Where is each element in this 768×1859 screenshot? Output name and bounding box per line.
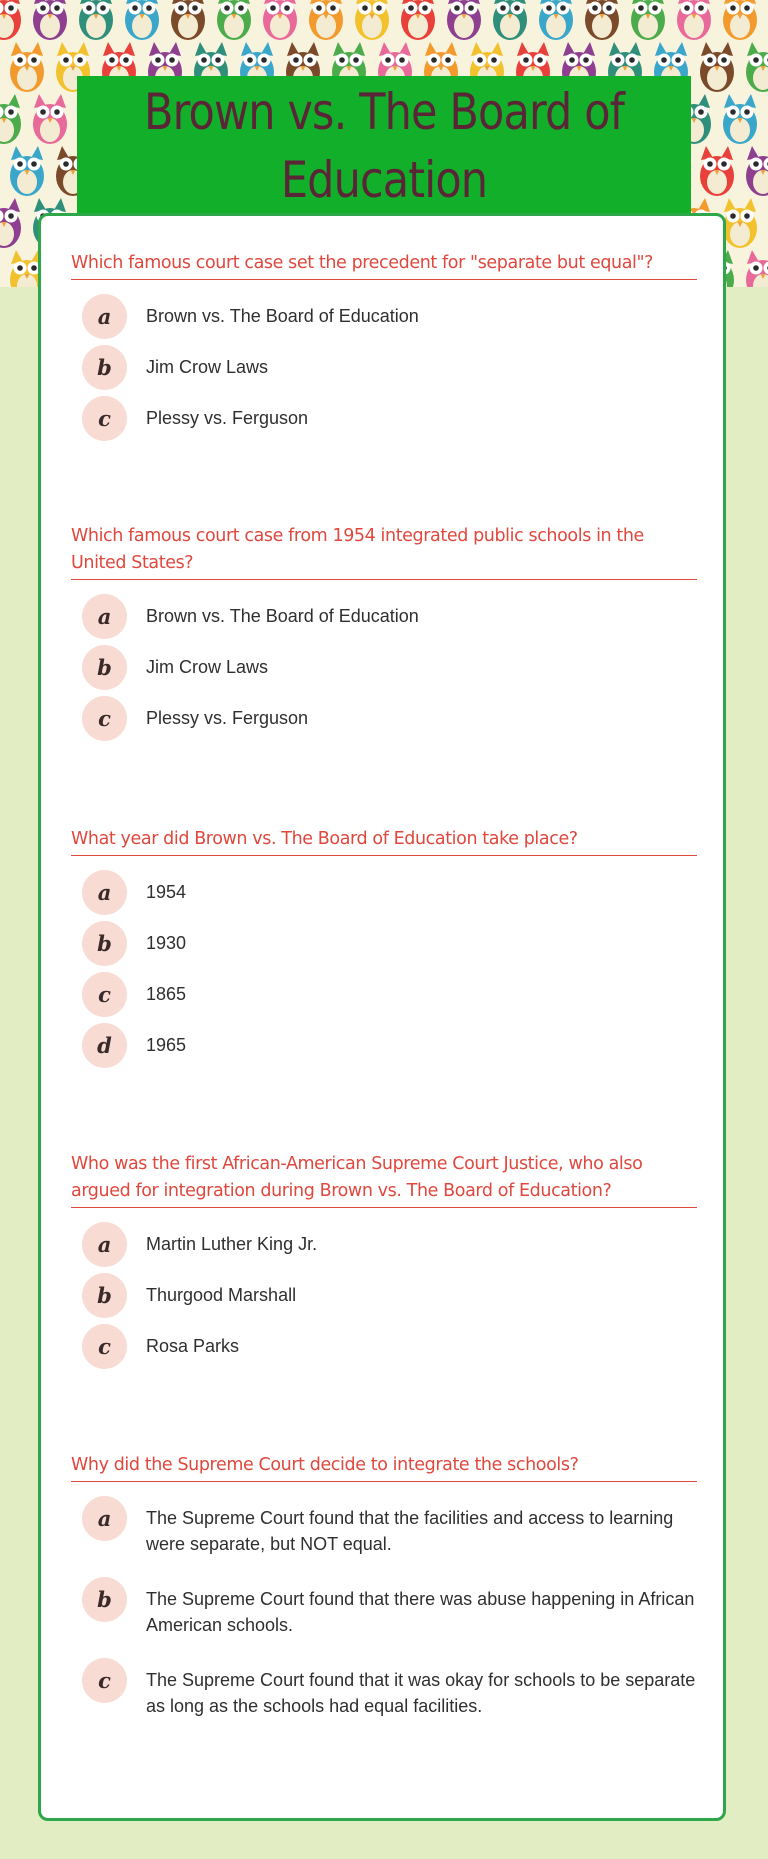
answer-text[interactable]: Martin Luther King Jr.: [146, 1234, 318, 1254]
answer-option[interactable]: [71, 396, 697, 441]
answer-option[interactable]: [71, 594, 697, 639]
answer-options: [71, 594, 697, 741]
answer-letter-badge[interactable]: a: [82, 594, 127, 639]
answer-text[interactable]: The Supreme Court found that the facilities and access to learning were separate, but NOT equal.: [146, 1508, 674, 1554]
answer-text[interactable]: Brown vs. The Board of Education: [146, 306, 419, 326]
answer-option[interactable]: [71, 921, 697, 966]
question-5: [71, 1452, 697, 1739]
answer-text[interactable]: The Supreme Court found that it was okay for schools to be separate as long as the schools had equal facilities.: [146, 1670, 696, 1716]
answer-options: [71, 870, 697, 1068]
answer-letter-badge[interactable]: c: [82, 1324, 127, 1369]
answer-letter-badge[interactable]: b: [82, 345, 127, 390]
answer-letter-badge[interactable]: d: [82, 1023, 127, 1068]
answer-option[interactable]: [71, 1023, 697, 1068]
answer-letter-badge[interactable]: b: [82, 1577, 127, 1622]
page-title: Brown vs. The Board of Education: [143, 83, 625, 209]
answer-option[interactable]: [71, 1496, 697, 1557]
answer-option[interactable]: [71, 645, 697, 690]
answer-letter-badge[interactable]: c: [82, 396, 127, 441]
quiz-card: [38, 213, 726, 1821]
question-text: Which famous court case set the precedent for "separate but equal"?: [71, 250, 697, 280]
answer-option[interactable]: [71, 1222, 697, 1267]
title-banner: [77, 76, 691, 216]
answer-letter-badge[interactable]: a: [82, 870, 127, 915]
answer-option[interactable]: [71, 972, 697, 1017]
answer-text[interactable]: Plessy vs. Ferguson: [146, 408, 309, 428]
answer-text[interactable]: Thurgood Marshall: [146, 1285, 297, 1305]
answer-option[interactable]: [71, 1577, 697, 1638]
answer-text[interactable]: Jim Crow Laws: [146, 657, 269, 677]
answer-letter-badge[interactable]: c: [82, 1658, 127, 1703]
answer-option[interactable]: [71, 870, 697, 915]
answer-text[interactable]: Jim Crow Laws: [146, 357, 269, 377]
answer-option[interactable]: [71, 345, 697, 390]
answer-letter-badge[interactable]: c: [82, 972, 127, 1017]
answer-text[interactable]: The Supreme Court found that there was abuse happening in African American schools.: [146, 1589, 695, 1635]
question-text: Why did the Supreme Court decide to integrate the schools?: [71, 1452, 697, 1482]
answer-option[interactable]: [71, 1658, 697, 1719]
answer-options: [71, 1222, 697, 1369]
answer-letter-badge[interactable]: c: [82, 696, 127, 741]
question-text: Who was the first African-American Supreme Court Justice, who also argued for integration during Brown vs. The Board of Education?: [71, 1151, 697, 1208]
answer-text[interactable]: 1954: [146, 882, 187, 902]
question-text: Which famous court case from 1954 integrated public schools in the United States?: [71, 523, 697, 580]
answer-text[interactable]: 1865: [146, 984, 187, 1004]
question-1: [71, 250, 697, 447]
question-text: What year did Brown vs. The Board of Education take place?: [71, 826, 697, 856]
answer-letter-badge[interactable]: b: [82, 645, 127, 690]
answer-option[interactable]: [71, 294, 697, 339]
answer-options: [71, 294, 697, 441]
answer-text[interactable]: 1930: [146, 933, 187, 953]
answer-option[interactable]: [71, 1273, 697, 1318]
answer-text[interactable]: 1965: [146, 1035, 187, 1055]
answer-letter-badge[interactable]: b: [82, 921, 127, 966]
answer-letter-badge[interactable]: a: [82, 294, 127, 339]
answer-letter-badge[interactable]: b: [82, 1273, 127, 1318]
answer-option[interactable]: [71, 1324, 697, 1369]
answer-letter-badge[interactable]: a: [82, 1496, 127, 1541]
answer-options: [71, 1496, 697, 1719]
question-3: [71, 826, 697, 1074]
answer-option[interactable]: [71, 696, 697, 741]
question-4: [71, 1151, 697, 1375]
answer-text[interactable]: Rosa Parks: [146, 1336, 240, 1356]
answer-text[interactable]: Brown vs. The Board of Education: [146, 606, 419, 626]
answer-text[interactable]: Plessy vs. Ferguson: [146, 708, 309, 728]
question-2: [71, 523, 697, 747]
answer-letter-badge[interactable]: a: [82, 1222, 127, 1267]
